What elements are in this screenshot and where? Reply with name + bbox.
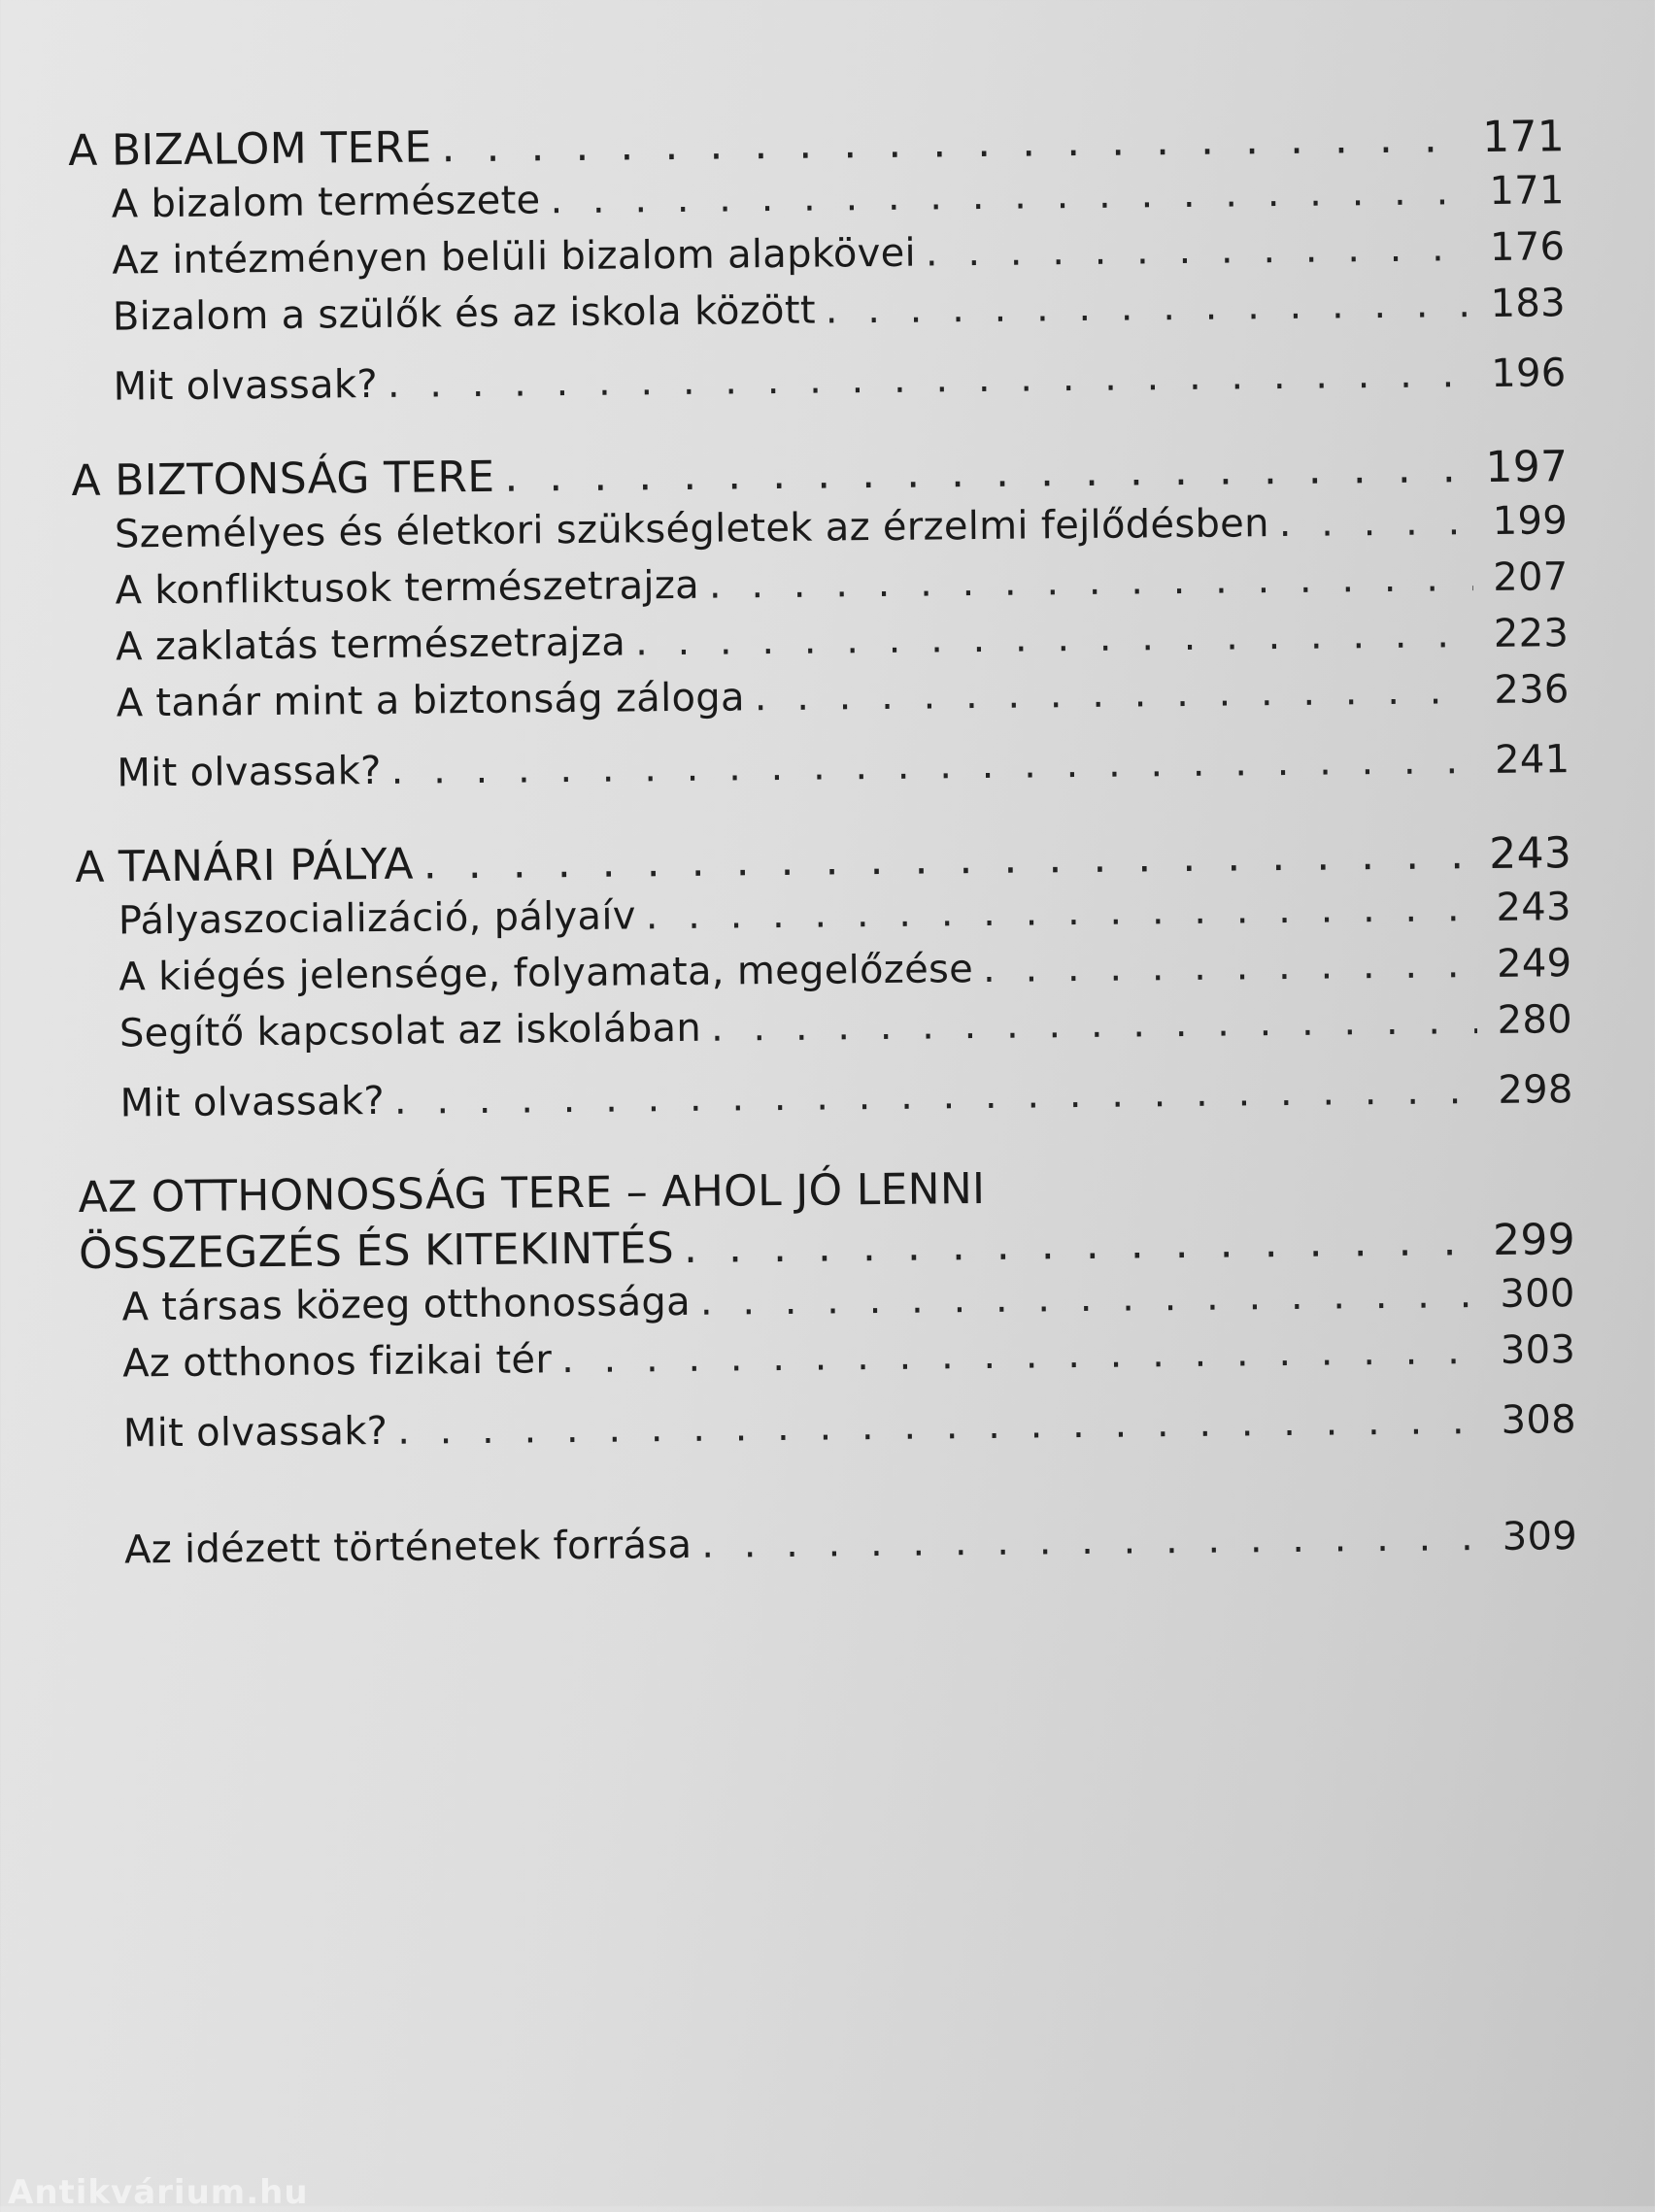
dot-leader <box>441 113 1469 172</box>
entry-title: A bizalom természete <box>111 178 541 227</box>
dot-leader <box>504 443 1472 502</box>
entry-title: Mit olvassak? <box>122 1408 388 1457</box>
entry-title: Mit olvassak? <box>117 748 382 796</box>
entry-title: A zaklatás természetrajza <box>115 620 626 670</box>
dot-leader <box>701 1515 1482 1567</box>
page-number: 196 <box>1491 351 1567 396</box>
dot-leader <box>755 668 1474 720</box>
table-of-contents <box>68 112 1577 1585</box>
dot-leader <box>394 1068 1478 1123</box>
entry-title: A kiégés jelensége, folyamata, megelőzése <box>118 947 974 1000</box>
dot-leader <box>709 555 1473 608</box>
entry-title: Mit olvassak? <box>113 361 379 410</box>
page-number: 249 <box>1496 941 1572 987</box>
entry-title: Bizalom a szülők és az iskola között <box>112 287 817 340</box>
chapter-title: ÖSSZEGZÉS ÉS KITEKINTÉS <box>78 1223 675 1279</box>
dot-leader <box>711 998 1477 1051</box>
page-number: 223 <box>1493 611 1570 656</box>
chapter-title: A BIZALOM TERE <box>68 122 432 176</box>
dot-leader <box>423 829 1476 888</box>
entry-title: Mit olvassak? <box>119 1078 386 1126</box>
dot-leader <box>983 942 1477 991</box>
dot-leader <box>826 282 1470 332</box>
chapter-title: A TANÁRI PÁLYA <box>75 839 415 892</box>
page-number: 199 <box>1492 498 1569 544</box>
entry-title: Az intézményen belüli bizalom alapkövei <box>112 230 917 284</box>
entry-title: Az idézett történetek forrása <box>123 1522 692 1573</box>
page-number: 207 <box>1493 554 1569 600</box>
page-number: 280 <box>1497 997 1573 1043</box>
page-number: 176 <box>1489 224 1566 270</box>
dot-leader <box>397 1398 1481 1454</box>
page-number: 197 <box>1485 442 1569 493</box>
entry-title: Segítő kapcsolat az iskolában <box>118 1005 702 1056</box>
dot-leader <box>635 612 1473 664</box>
page-number: 303 <box>1500 1327 1576 1373</box>
page-number: 299 <box>1492 1215 1576 1265</box>
page-number: 183 <box>1490 281 1567 326</box>
entry-title: A konfliktusok természetrajza <box>115 562 700 614</box>
entry-title: Pályaszocializáció, pályaív <box>118 893 636 944</box>
dot-leader <box>550 169 1469 222</box>
page-number: 236 <box>1494 667 1570 713</box>
entry-title: Személyes és életkori szükségletek az érzelmi fejlődésben <box>114 501 1269 557</box>
dot-leader <box>390 738 1474 793</box>
entry-title: A tanár mint a biztonság záloga <box>116 675 746 726</box>
dot-leader <box>700 1272 1480 1324</box>
chapter-title-line1: AZ OTTHONOSSÁG TERE – AHOL JÓ LENNI <box>78 1163 986 1223</box>
page-number: 171 <box>1489 168 1565 214</box>
entry-title: A társas közeg otthonossága <box>121 1279 692 1330</box>
page-number: 241 <box>1494 737 1571 783</box>
entry-title: Az otthonos fizikai tér <box>122 1337 553 1387</box>
watermark-text: Antikvárium.hu <box>8 2173 309 2212</box>
dot-leader <box>1279 499 1473 546</box>
chapter-title: A BIZTONSÁG TERE <box>71 452 495 506</box>
page-number: 300 <box>1500 1271 1575 1317</box>
page-number: 171 <box>1481 112 1566 163</box>
page-number: 298 <box>1498 1067 1573 1113</box>
dot-leader <box>561 1328 1481 1382</box>
page-number: 308 <box>1501 1397 1577 1443</box>
dot-leader <box>684 1216 1480 1273</box>
page-number: 243 <box>1496 885 1572 930</box>
dot-leader <box>926 225 1470 275</box>
dot-leader <box>388 352 1471 407</box>
page-number: 309 <box>1502 1514 1578 1559</box>
dot-leader <box>646 886 1477 938</box>
page-number: 243 <box>1489 828 1572 879</box>
